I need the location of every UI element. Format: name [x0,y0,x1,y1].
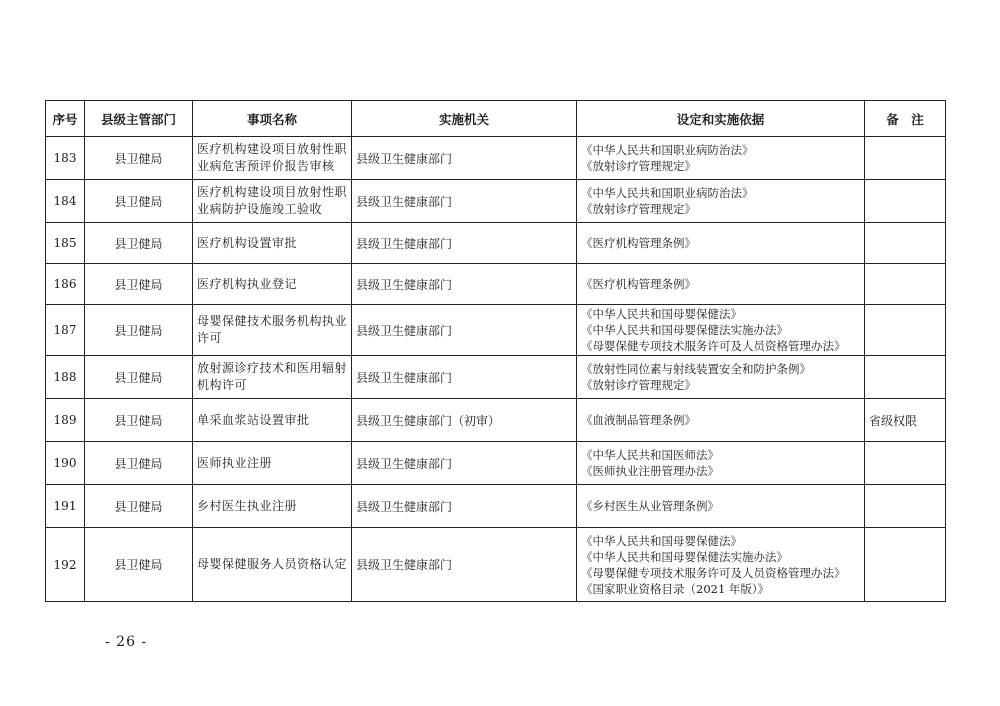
header-note: 备 注 [865,101,946,137]
table-body [46,137,946,602]
cell-basis [577,180,865,223]
cell-item-name: 医疗机构执业登记 [193,264,352,305]
table-row [46,223,946,264]
basis-line: 《乡村医生从业管理条例》 [581,499,719,513]
basis-line: 《中华人民共和国母婴保健法实施办法》 [581,323,788,337]
cell-item-name: 医疗机构建设项目放射性职业病防护设施竣工验收 [193,180,352,223]
cell-basis [577,528,865,602]
cell-authority: 县级卫生健康部门 [352,305,577,356]
table-row [46,137,946,180]
cell-note [865,180,946,223]
basis-line: 《中华人民共和国医师法》 [581,448,719,462]
cell-department: 县卫健局 [85,399,193,442]
cell-item-name: 母婴保健服务人员资格认定 [193,528,352,602]
cell-index: 186 [46,264,85,305]
cell-department: 县卫健局 [85,223,193,264]
basis-line: 《母婴保健专项技术服务许可及人员资格管理办法》 [581,339,846,353]
basis-line: 《放射诊疗管理规定》 [581,378,696,392]
cell-item-name: 单采血浆站设置审批 [193,399,352,442]
basis-line: 《血液制品管理条例》 [581,413,696,427]
cell-basis [577,356,865,399]
basis-line: 《中华人民共和国母婴保健法实施办法》 [581,549,788,564]
table-row [46,305,946,356]
cell-note [865,223,946,264]
cell-note [865,528,946,602]
cell-basis [577,442,865,485]
cell-index: 191 [46,485,85,528]
basis-line: 《放射诊疗管理规定》 [581,202,696,216]
basis-line: 《中华人民共和国职业病防治法》 [581,143,754,157]
cell-basis [577,137,865,180]
cell-authority: 县级卫生健康部门 [352,223,577,264]
cell-authority: 县级卫生健康部门 [352,485,577,528]
header-item-name: 事项名称 [193,101,352,137]
cell-note [865,305,946,356]
cell-item-name: 医师执业注册 [193,442,352,485]
cell-item-name: 医疗机构设置审批 [193,223,352,264]
cell-department: 县卫健局 [85,305,193,356]
cell-department: 县卫健局 [85,180,193,223]
basis-line: 《中华人民共和国母婴保健法》 [581,307,742,321]
basis-line: 《放射诊疗管理规定》 [581,159,696,173]
cell-department: 县卫健局 [85,356,193,399]
cell-authority: 县级卫生健康部门 [352,528,577,602]
item-table [45,100,946,602]
cell-note [865,485,946,528]
cell-item-name: 母婴保健技术服务机构执业许可 [193,305,352,356]
cell-note: 省级权限 [865,399,946,442]
cell-index: 188 [46,356,85,399]
cell-index: 189 [46,399,85,442]
cell-basis [577,485,865,528]
cell-index: 184 [46,180,85,223]
cell-authority: 县级卫生健康部门（初审） [352,399,577,442]
cell-basis [577,399,865,442]
cell-authority: 县级卫生健康部门 [352,442,577,485]
header-index: 序号 [46,101,85,137]
cell-authority: 县级卫生健康部门 [352,264,577,305]
basis-line: 《放射性同位素与射线装置安全和防护条例》 [581,362,811,376]
basis-line: 《医疗机构管理条例》 [581,277,696,291]
cell-authority: 县级卫生健康部门 [352,356,577,399]
table-row [46,485,946,528]
table-row [46,356,946,399]
table-row [46,264,946,305]
cell-item-name: 乡村医生执业注册 [193,485,352,528]
basis-line: 《中华人民共和国职业病防治法》 [581,186,754,200]
cell-note [865,442,946,485]
basis-line: 《母婴保健专项技术服务许可及人员资格管理办法》 [581,565,846,580]
basis-line: 《国家职业资格目录（2021 年版）》 [581,581,770,596]
cell-item-name: 放射源诊疗技术和医用辐射机构许可 [193,356,352,399]
page-number: - 26 - [105,634,148,650]
cell-note [865,356,946,399]
cell-index: 192 [46,528,85,602]
basis-line: 《医疗机构管理条例》 [581,236,696,250]
cell-department: 县卫健局 [85,528,193,602]
header-basis: 设定和实施依据 [577,101,865,137]
header-authority: 实施机关 [352,101,577,137]
table-row [46,180,946,223]
cell-department: 县卫健局 [85,264,193,305]
table-header-row [46,101,946,137]
cell-item-name: 医疗机构建设项目放射性职业病危害预评价报告审核 [193,137,352,180]
basis-line: 《医师执业注册管理办法》 [581,464,719,478]
cell-authority: 县级卫生健康部门 [352,180,577,223]
cell-basis [577,264,865,305]
header-department: 县级主管部门 [85,101,193,137]
cell-index: 183 [46,137,85,180]
cell-note [865,137,946,180]
cell-index: 187 [46,305,85,356]
cell-basis [577,305,865,356]
basis-line: 《中华人民共和国母婴保健法》 [581,533,742,548]
cell-basis [577,223,865,264]
cell-department: 县卫健局 [85,137,193,180]
cell-index: 190 [46,442,85,485]
table-row [46,399,946,442]
cell-authority: 县级卫生健康部门 [352,137,577,180]
cell-index: 185 [46,223,85,264]
cell-department: 县卫健局 [85,485,193,528]
table-row [46,442,946,485]
cell-note [865,264,946,305]
table-row [46,528,946,602]
cell-department: 县卫健局 [85,442,193,485]
